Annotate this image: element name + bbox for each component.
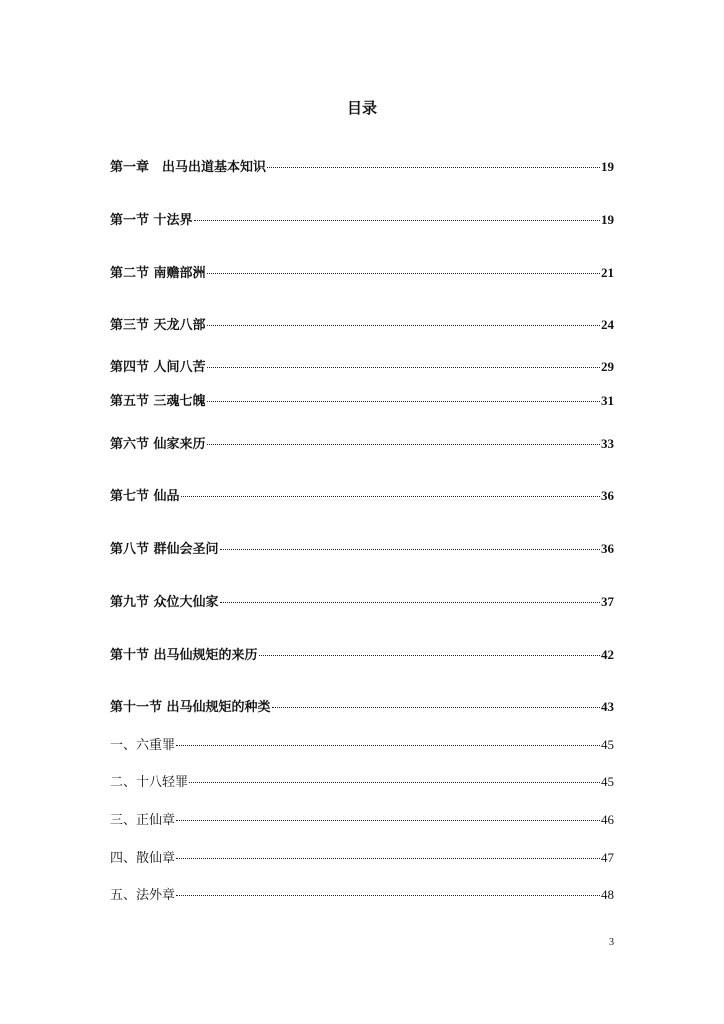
toc-entry-label: 第八节 群仙会圣问 <box>110 542 219 557</box>
dot-leader <box>272 703 600 708</box>
toc-entry-page: 45 <box>601 774 614 789</box>
toc-entry-page: 48 <box>601 887 614 902</box>
dot-leader <box>181 492 600 497</box>
toc-entry[interactable] <box>110 158 614 177</box>
toc-entry-label: 第六节 仙家来历 <box>110 437 206 452</box>
dot-leader <box>220 545 600 550</box>
toc-entry-label: 第三节 天龙八部 <box>110 318 206 333</box>
toc-entry[interactable] <box>110 211 614 230</box>
toc-entry[interactable] <box>110 773 614 792</box>
table-of-contents <box>110 0 614 1024</box>
toc-entry-label: 第二节 南赡部洲 <box>110 266 206 281</box>
toc-entry[interactable] <box>110 487 614 506</box>
dot-leader <box>207 440 600 445</box>
toc-entry-page: 33 <box>601 436 614 451</box>
toc-entry[interactable] <box>110 593 614 612</box>
toc-entry-label: 第五节 三魂七魄 <box>110 394 206 409</box>
toc-entry-page: 21 <box>601 265 614 280</box>
toc-entry-page: 19 <box>601 159 614 174</box>
toc-entry-label: 二、十八轻罪 <box>110 775 189 790</box>
toc-entry-page: 43 <box>601 699 614 714</box>
toc-entry-page: 36 <box>601 488 614 503</box>
toc-entry-label: 第九节 众位大仙家 <box>110 595 219 610</box>
toc-entry-page: 36 <box>601 541 614 556</box>
toc-entry-label: 五、法外章 <box>110 888 176 903</box>
toc-entry[interactable] <box>110 316 614 335</box>
toc-entry-label: 第四节 人间八苦 <box>110 360 206 375</box>
dot-leader <box>176 741 600 746</box>
toc-entry-label: 第一章 出马出道基本知识 <box>110 160 267 175</box>
dot-leader <box>207 397 600 402</box>
toc-entry-label: 四、散仙章 <box>110 851 176 866</box>
dot-leader <box>267 163 600 168</box>
toc-entry[interactable] <box>110 849 614 868</box>
toc-entry-page: 37 <box>601 594 614 609</box>
dot-leader <box>207 321 600 326</box>
dot-leader <box>207 363 600 368</box>
toc-entry[interactable] <box>110 358 614 377</box>
dot-leader <box>207 269 600 274</box>
toc-entry-page: 24 <box>601 317 614 332</box>
toc-entry-label: 第十一节 出马仙规矩的种类 <box>110 700 271 715</box>
toc-entry[interactable] <box>110 698 614 717</box>
toc-entry[interactable] <box>110 736 614 755</box>
toc-entry[interactable] <box>110 811 614 830</box>
page-title: 目录 <box>346 99 377 117</box>
toc-entry-label: 三、正仙章 <box>110 813 176 828</box>
dot-leader <box>189 778 600 783</box>
toc-entry-label: 一、六重罪 <box>110 738 176 753</box>
toc-entry[interactable] <box>110 435 614 454</box>
dot-leader <box>194 216 600 221</box>
toc-entry-page: 47 <box>601 850 614 865</box>
toc-entry-page: 46 <box>601 812 614 827</box>
dot-leader <box>176 891 600 896</box>
toc-entry-label: 第七节 仙品 <box>110 489 180 504</box>
toc-entry-page: 42 <box>601 647 614 662</box>
dot-leader <box>176 816 600 821</box>
toc-entry[interactable] <box>110 646 614 665</box>
toc-entry-page: 19 <box>601 212 614 227</box>
toc-entry-page: 29 <box>601 359 614 374</box>
dot-leader <box>259 651 600 656</box>
toc-entry-label: 第十节 出马仙规矩的来历 <box>110 648 258 663</box>
toc-entry[interactable] <box>110 540 614 559</box>
toc-entry-label: 第一节 十法界 <box>110 213 193 228</box>
toc-entry[interactable] <box>110 392 614 411</box>
toc-entry[interactable] <box>110 886 614 905</box>
dot-leader <box>220 598 600 603</box>
toc-entry-page: 31 <box>601 393 614 408</box>
dot-leader <box>176 854 600 859</box>
toc-entry-page: 45 <box>601 737 614 752</box>
toc-entry[interactable] <box>110 264 614 283</box>
page-number: 3 <box>609 937 614 948</box>
